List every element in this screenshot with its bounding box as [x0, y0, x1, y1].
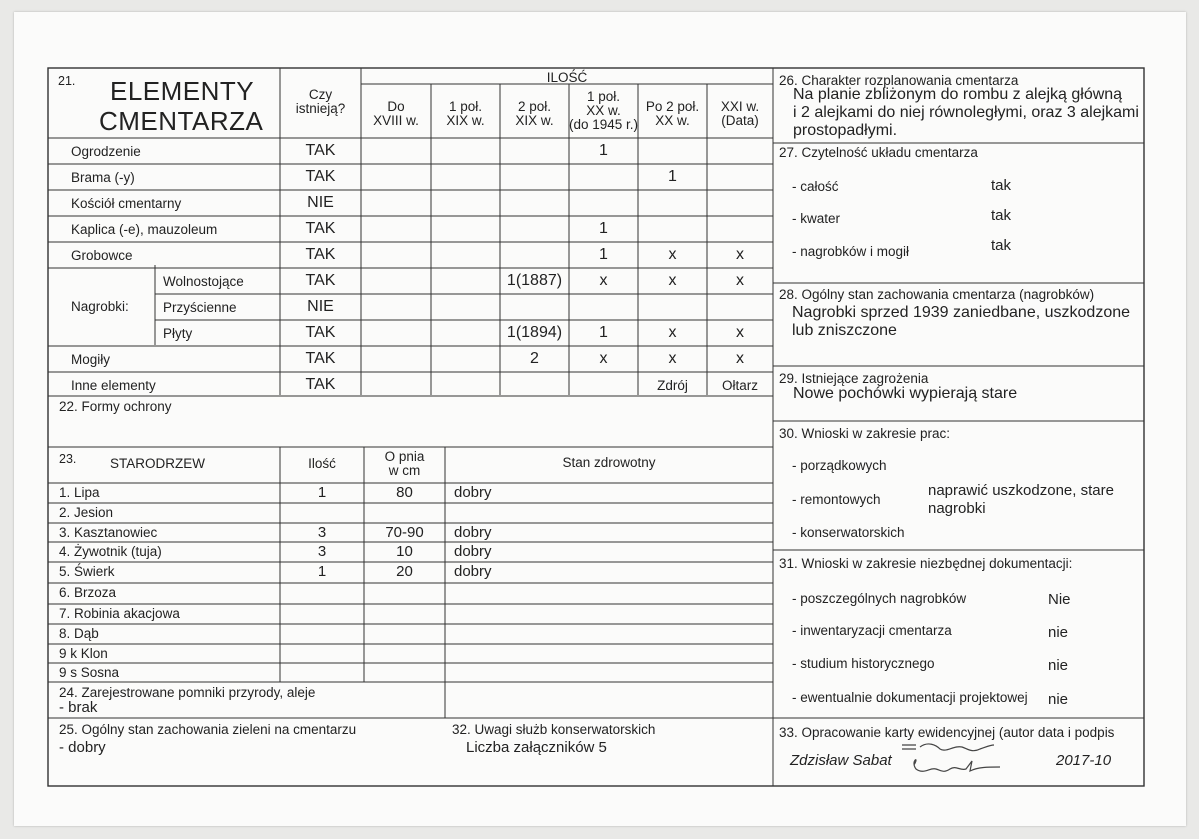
element-row-value: 1: [599, 246, 608, 263]
element-row-label: Przyścienne: [163, 300, 237, 315]
element-row-label: Inne elementy: [71, 378, 156, 393]
element-row-label: Mogiły: [71, 352, 111, 367]
section-21-number: 21.: [58, 74, 76, 88]
element-row-value: 2: [530, 350, 539, 367]
period-header-5-line1: Po 2 poł.: [645, 99, 700, 114]
dok-studium-label: - studium historycznego: [792, 656, 935, 671]
element-row-value: 1(1887): [506, 272, 563, 289]
charakter-label: 26. Charakter rozplanowania cmentarza: [779, 73, 1019, 88]
element-row-czy: TAK: [305, 142, 336, 159]
element-row-value: x: [736, 246, 744, 263]
element-row-value: x: [599, 272, 608, 289]
element-row-value: x: [736, 350, 744, 367]
tree-name: 4. Żywotnik (tuja): [59, 544, 162, 559]
dok-nagrobkow-label: - poszczególnych nagrobków: [792, 591, 967, 606]
element-row-czy: NIE: [307, 194, 334, 211]
tree-ilosc: 1: [317, 563, 327, 580]
tree-opnia: 20: [396, 563, 413, 580]
period-header-1-line2: XVIII w.: [373, 113, 419, 128]
opracowanie-date: 2017-10: [1056, 752, 1112, 769]
dok-inwentaryzacji-value: nie: [1048, 624, 1069, 641]
element-row-value: x: [668, 246, 677, 263]
wnioski-porzadkowych-label: - porządkowych: [792, 458, 887, 473]
element-row-czy: TAK: [305, 324, 336, 341]
tree-name: 5. Świerk: [59, 564, 115, 579]
tree-name: 3. Kasztanowiec: [59, 525, 158, 540]
element-row-czy: TAK: [305, 272, 336, 289]
tree-name: 7. Robinia akacjowa: [59, 606, 180, 621]
ilosc-col-header: Ilość: [308, 456, 336, 471]
tree-opnia: 10: [396, 543, 413, 560]
stan-cmentarza-line2: lub zniszczone: [792, 322, 897, 339]
opnia-header-line1: O pnia: [384, 449, 425, 464]
tree-name: 6. Brzoza: [59, 585, 117, 600]
element-row-value: Zdrój: [657, 378, 688, 393]
ilosc-header: ILOŚĆ: [546, 70, 588, 85]
tree-name: 1. Lipa: [59, 485, 100, 500]
tree-name: 9 s Sosna: [59, 665, 120, 680]
elements-title-line1: ELEMENTY: [110, 76, 255, 106]
opnia-header-line2: w cm: [388, 463, 421, 478]
czytelnosc-calosc-value: tak: [991, 177, 1012, 194]
czytelnosc-calosc-label: - całość: [792, 179, 839, 194]
tree-stan: dobry: [454, 563, 492, 580]
tree-name: 8. Dąb: [59, 626, 99, 641]
nagrobki-label: Nagrobki:: [71, 299, 129, 314]
czytelnosc-nagrobkow-label: - nagrobków i mogił: [792, 244, 910, 259]
element-row-label: Kaplica (-e), mauzoleum: [71, 222, 218, 237]
element-row-czy: TAK: [305, 168, 336, 185]
tree-ilosc: 3: [317, 524, 327, 541]
element-row-value: x: [599, 350, 608, 367]
wnioski-remontowych-value-line2: nagrobki: [928, 500, 986, 517]
element-row-value: 1(1894): [506, 324, 563, 341]
element-row-label: Ogrodzenie: [71, 144, 141, 159]
opracowanie-author: Zdzisław Sabat: [790, 752, 892, 769]
element-row-czy: TAK: [305, 376, 336, 393]
czytelnosc-nagrobkow-value: tak: [991, 237, 1012, 254]
period-header-4-line1: 1 poł.: [586, 89, 621, 104]
formy-ochrony-label: 22. Formy ochrony: [59, 399, 172, 414]
period-header-5-line2: XX w.: [655, 113, 690, 128]
elements-title-line2: CMENTARZA: [99, 106, 264, 136]
period-header-6-line1: XXI w.: [720, 99, 760, 114]
zagrozenia-label: 29. Istniejące zagrożenia: [779, 371, 929, 386]
tree-stan: dobry: [454, 484, 492, 501]
period-header-2-line1: 1 poł.: [448, 99, 483, 114]
zagrozenia-value: Nowe pochówki wypierają stare: [793, 385, 1018, 402]
element-row-value: Ołtarz: [721, 378, 758, 393]
element-row-czy: TAK: [305, 220, 336, 237]
period-header-6-line2: (Data): [721, 113, 759, 128]
element-row-value: 1: [599, 142, 608, 159]
period-header-4-line2: XX w.: [586, 103, 621, 118]
element-row-value: x: [736, 272, 744, 289]
stan-zieleni-label: 25. Ogólny stan zachowania zieleni na cmentarzu: [59, 722, 357, 737]
element-row-label: Wolnostojące: [163, 274, 244, 289]
stan-cmentarza-line1: Nagrobki sprzed 1939 zaniedbane, uszkodzone: [792, 304, 1131, 321]
tree-opnia: 80: [396, 484, 413, 501]
charakter-line1: Na planie zbliżonym do rombu z alejką główną: [793, 86, 1123, 103]
opracowanie-label: 33. Opracowanie karty ewidencyjnej (autor data i podpis: [779, 725, 1115, 740]
tree-ilosc: 1: [317, 484, 327, 501]
tree-name: 9 k Klon: [59, 646, 108, 661]
czytelnosc-kwater-label: - kwater: [792, 211, 841, 226]
pomniki-label: 24. Zarejestrowane pomniki przyrody, aleje: [59, 685, 316, 700]
stan-cmentarza-label: 28. Ogólny stan zachowania cmentarza (nagrobków): [779, 287, 1095, 302]
element-row-label: Grobowce: [71, 248, 133, 263]
czytelnosc-label: 27. Czytelność układu cmentarza: [779, 145, 978, 160]
wnioski-konserwatorskich-label: - konserwatorskich: [792, 525, 905, 540]
wnioski-remontowych-value-line1: naprawić uszkodzone, stare: [928, 482, 1114, 499]
element-row-value: x: [668, 350, 677, 367]
dok-projektowej-label: - ewentualnie dokumentacji projektowej: [792, 690, 1028, 705]
element-row-czy: NIE: [307, 298, 334, 315]
tree-stan: dobry: [454, 543, 492, 560]
uwagi-value: Liczba załączników 5: [466, 739, 607, 756]
czytelnosc-kwater-value: tak: [991, 207, 1012, 224]
period-header-3-line2: XIX w.: [515, 113, 554, 128]
czy-header-line1: Czy: [308, 87, 333, 102]
stan-zieleni-value: - dobry: [59, 739, 106, 756]
form-sheet: [14, 12, 1186, 826]
tree-ilosc: 3: [317, 543, 327, 560]
wnioski-prace-label: 30. Wnioski w zakresie prac:: [779, 426, 951, 441]
pomniki-value: - brak: [59, 699, 98, 716]
element-row-czy: TAK: [305, 350, 336, 367]
element-row-value: x: [668, 272, 677, 289]
uwagi-label: 32. Uwagi służb konserwatorskich: [452, 722, 656, 737]
element-row-value: 1: [599, 324, 608, 341]
dok-nagrobkow-value: Nie: [1048, 591, 1071, 608]
element-row-value: x: [668, 324, 677, 341]
element-row-label: Płyty: [163, 326, 193, 341]
period-header-4-line3: (do 1945 r.): [569, 117, 639, 132]
element-row-label: Brama (-y): [71, 170, 135, 185]
tree-opnia: 70-90: [385, 524, 424, 541]
tree-stan: dobry: [454, 524, 492, 541]
wnioski-remontowych-label: - remontowych: [792, 492, 881, 507]
element-row-value: 1: [668, 168, 677, 185]
tree-name: 2. Jesion: [59, 505, 114, 520]
element-row-czy: TAK: [305, 246, 336, 263]
stan-col-header: Stan zdrowotny: [562, 455, 656, 470]
section-23-number: 23.: [59, 452, 77, 466]
period-header-1-line1: Do: [387, 99, 405, 114]
dok-inwentaryzacji-label: - inwentaryzacji cmentarza: [792, 623, 952, 638]
wnioski-dok-label: 31. Wnioski w zakresie niezbędnej dokumentacji:: [779, 556, 1073, 571]
charakter-line3: prostopadłymi.: [793, 122, 898, 139]
element-row-value: 1: [599, 220, 608, 237]
element-row-label: Kościół cmentarny: [71, 196, 182, 211]
period-header-2-line2: XIX w.: [446, 113, 485, 128]
period-header-3-line1: 2 poł.: [517, 99, 552, 114]
dok-studium-value: nie: [1048, 657, 1069, 674]
charakter-line2: i 2 alejkami do niej równoległymi, oraz 3 alejkami: [793, 104, 1139, 121]
element-row-value: x: [736, 324, 744, 341]
czy-header-line2: istnieją?: [295, 101, 346, 116]
dok-projektowej-value: nie: [1048, 691, 1069, 708]
starodrzew-title: STARODRZEW: [110, 456, 205, 471]
